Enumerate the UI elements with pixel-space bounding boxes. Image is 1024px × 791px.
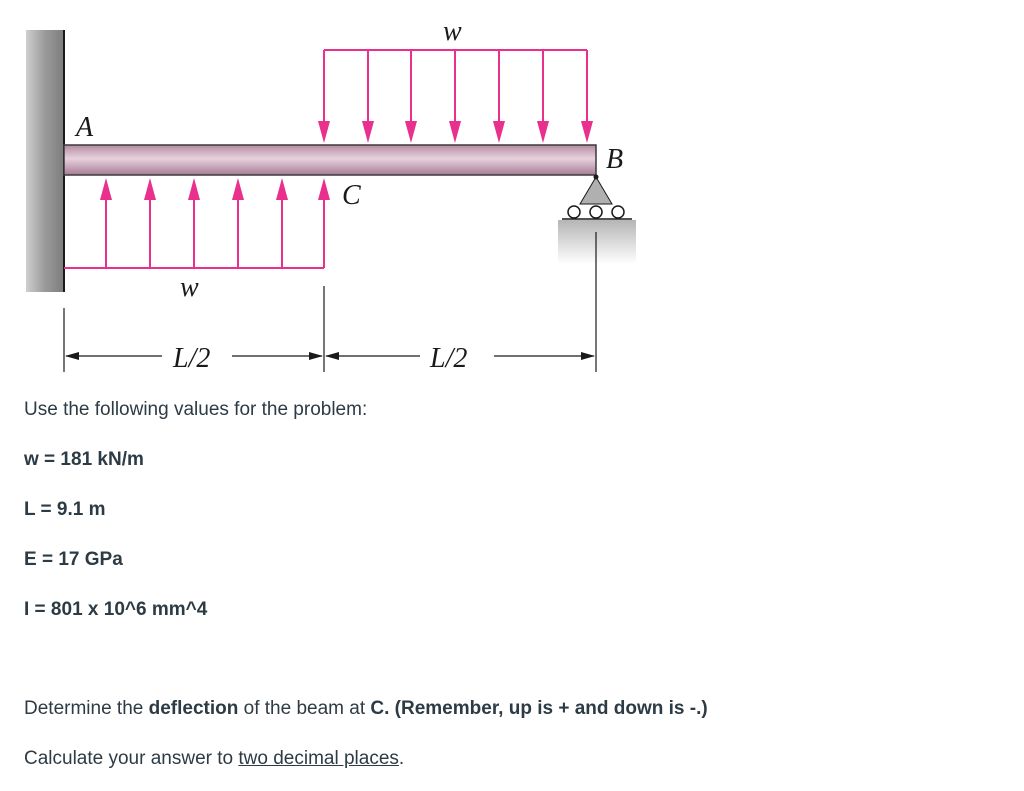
top-distributed-load	[318, 50, 593, 143]
fixed-wall	[26, 30, 64, 292]
bottom-distributed-load	[64, 178, 330, 268]
load-arrow-down-head	[318, 121, 330, 143]
load-arrow-down-head	[493, 121, 505, 143]
load-arrow-up-head	[100, 178, 112, 200]
load-arrow-up-head	[232, 178, 244, 200]
load-arrow-down-head	[581, 121, 593, 143]
load-arrow-up-head	[144, 178, 156, 200]
dimension-lines	[64, 232, 596, 372]
load-arrow-up-head	[276, 178, 288, 200]
L-value: L = 9.1 m	[24, 499, 106, 520]
instruction-post: .	[398, 748, 405, 769]
question-mid: of the beam at	[238, 698, 371, 719]
label-w-bottom: w	[180, 272, 199, 303]
question-pre: Determine the	[24, 698, 149, 719]
question-text	[24, 697, 708, 721]
w-value: w = 181 kN/m	[24, 449, 144, 470]
question-bold-deflection: deflection	[148, 698, 239, 719]
dim-left-label: L/2	[173, 343, 211, 374]
beam-diagram	[0, 0, 1024, 395]
E-value: E = 17 GPa	[24, 549, 123, 570]
label-a: A	[76, 112, 94, 143]
dim-right-label: L/2	[430, 343, 468, 374]
load-arrow-down-head	[362, 121, 374, 143]
I-value: I = 801 x 10^6 mm^4	[24, 599, 208, 620]
instruction-pre: Calculate your answer to	[24, 748, 239, 769]
load-arrow-down-head	[449, 121, 461, 143]
label-c: C	[342, 180, 361, 211]
question-bold-c: C. (Remember, up is + and down is -.)	[370, 698, 708, 719]
instruction-underlined: two decimal places	[238, 748, 399, 769]
instruction-text	[24, 747, 404, 771]
load-arrow-up-head	[318, 178, 330, 200]
load-arrow-down-head	[537, 121, 549, 143]
beam	[64, 145, 596, 175]
label-w-top: w	[443, 16, 462, 47]
load-arrow-down-head	[405, 121, 417, 143]
label-b: B	[606, 144, 624, 175]
intro-text: Use the following values for the problem:	[24, 399, 368, 420]
roller-support	[558, 175, 636, 265]
load-arrow-up-head	[188, 178, 200, 200]
